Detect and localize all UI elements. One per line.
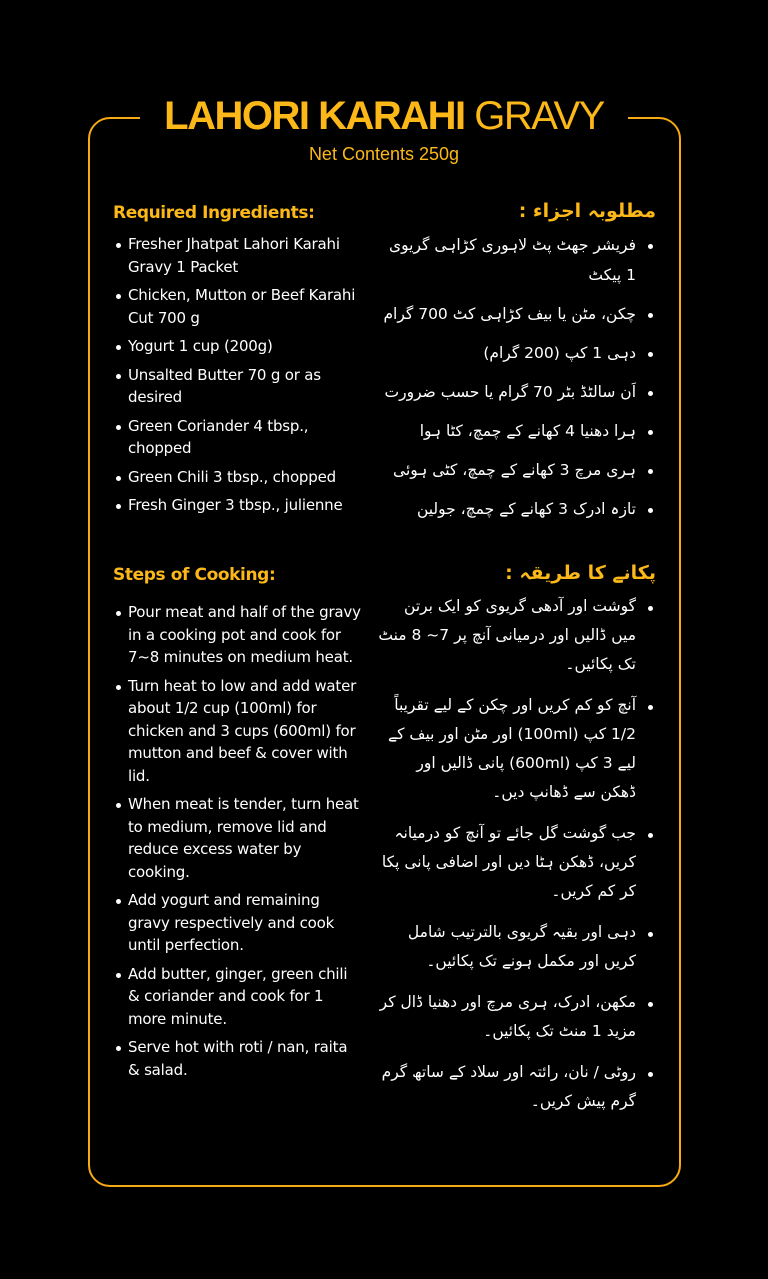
list-item: Green Coriander 4 tbsp., chopped — [113, 415, 363, 460]
steps-heading-en: Steps of Cooking: — [113, 565, 276, 585]
steps-ur-section — [378, 562, 656, 1128]
list-item: Unsalted Butter 70 g or as desired — [113, 364, 363, 409]
list-item: دہی اور بقیہ گریوی بالترتیب شامل کریں اور مکمل ہونے تک پکائیں۔ — [378, 918, 656, 976]
product-title-light: GRAVY — [474, 94, 604, 138]
ingredients-list-ur — [378, 230, 656, 524]
list-item: گوشت اور آدھی گریوی کو ایک برتن میں ڈالیں اور درمیانی آنچ پر 7~ 8 منٹ تک پکائیں۔ — [378, 592, 656, 679]
list-item: Yogurt 1 cup (200g) — [113, 335, 363, 358]
list-item: Serve hot with roti / nan, raita & salad. — [113, 1036, 363, 1081]
list-item: ہری مرچ 3 کھانے کے چمچ، کٹی ہوئی — [378, 455, 656, 485]
net-contents: Net Contents 250g — [308, 144, 460, 164]
list-item: روٹی / نان، رائتہ اور سلاد کے ساتھ گرم گرم پیش کریں۔ — [378, 1058, 656, 1116]
list-item: When meat is tender, turn heat to medium, remove lid and reduce excess water by cooking. — [113, 793, 363, 883]
steps-list-ur — [378, 592, 656, 1116]
list-item: چکن، مٹن یا بیف کڑاہی کٹ 700 گرام — [378, 299, 656, 329]
title-block — [140, 90, 628, 142]
list-item: Chicken, Mutton or Beef Karahi Cut 700 g — [113, 284, 363, 329]
list-item: جب گوشت گل جائے تو آنچ کو درمیانہ کریں، ڈھکن ہٹا دیں اور اضافی پانی پکا کر کم کریں۔ — [378, 819, 656, 906]
list-item: Turn heat to low and add water about 1/2 cup (100ml) for chicken and 3 cups (600ml) for mutton and beef & cover with lid. — [113, 675, 363, 788]
list-item: فریشر جھٹ پٹ لاہوری کڑاہی گریوی 1 پیکٹ — [378, 230, 656, 290]
ingredients-ur-section — [378, 200, 656, 533]
list-item: اَن سالٹڈ بٹر 70 گرام یا حسب ضرورت — [378, 377, 656, 407]
list-item: آنچ کو کم کریں اور چکن کے لیے تقریباً 1/2 کپ (100ml) اور مٹن اور بیف کے لیے 3 کپ (600ml) پانی ڈالیں اور ڈھکن سے ڈھانپ دیں۔ — [378, 691, 656, 807]
list-item: Fresh Ginger 3 tbsp., julienne — [113, 494, 363, 517]
list-item: Green Chili 3 tbsp., chopped — [113, 466, 363, 489]
product-title — [164, 94, 604, 138]
list-item: دہی 1 کپ (200 گرام) — [378, 338, 656, 368]
list-item: Fresher Jhatpat Lahori Karahi Gravy 1 Packet — [113, 233, 363, 278]
list-item: تازہ ادرک 3 کھانے کے چمچ، جولین — [378, 494, 656, 524]
list-item: Pour meat and half of the gravy in a cooking pot and cook for 7~8 minutes on medium heat. — [113, 601, 363, 669]
list-item: Add yogurt and remaining gravy respectively and cook until perfection. — [113, 889, 363, 957]
steps-heading-ur: پکانے کا طریقہ : — [505, 562, 656, 584]
steps-en-section — [113, 565, 363, 1087]
ingredients-list-en — [113, 233, 363, 517]
product-title-bold: LAHORI KARAHI — [164, 94, 465, 138]
ingredients-heading-ur: مطلوبہ اجزاء : — [518, 200, 656, 222]
steps-list-en — [113, 601, 363, 1081]
list-item: Add butter, ginger, green chili & coriander and cook for 1 more minute. — [113, 963, 363, 1031]
list-item: مکھن، ادرک، ہری مرچ اور دھنیا ڈال کر مزید 1 منٹ تک پکائیں۔ — [378, 988, 656, 1046]
ingredients-en-section — [113, 203, 363, 523]
list-item: ہرا دھنیا 4 کھانے کے چمچ، کٹا ہوا — [378, 416, 656, 446]
ingredients-heading-en: Required Ingredients: — [113, 203, 315, 223]
